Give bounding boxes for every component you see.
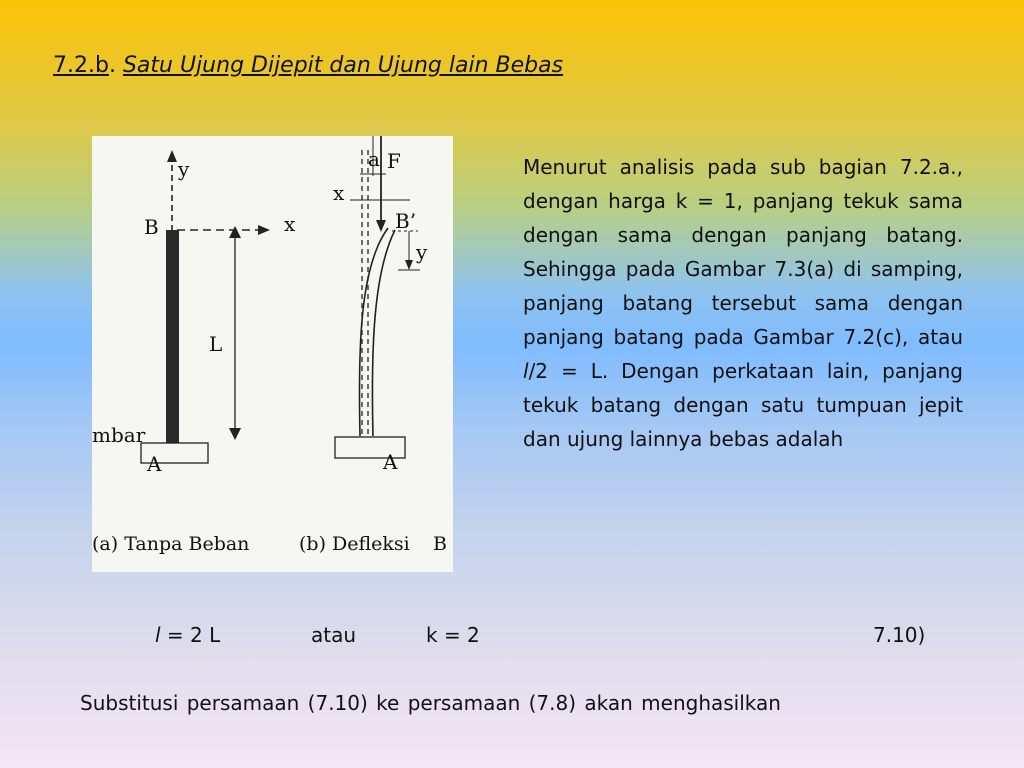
paragraph-part-2: /2 = L. Dengan perkataan lain, panjang tekuk batang dengan satu tumpuan jepit dan ujung lainnya bebas adalah bbox=[523, 359, 963, 451]
caption-corner-letter: B bbox=[433, 533, 447, 555]
support-a-label-right: A bbox=[383, 450, 398, 474]
deflected-curve-right bbox=[372, 230, 395, 436]
support-a-label-left: A bbox=[147, 452, 162, 476]
section-title-text: Satu Ujung Dijepit dan Ujung lain Bebas bbox=[122, 53, 564, 78]
explanation-paragraph bbox=[523, 150, 963, 456]
x-axis-arrow bbox=[258, 225, 270, 235]
point-b-prime-label: B’ bbox=[395, 209, 417, 233]
length-label: L bbox=[209, 332, 223, 356]
length-arrow-top bbox=[229, 226, 241, 238]
equation-l bbox=[155, 621, 220, 649]
equation-k: k = 2 bbox=[426, 623, 480, 647]
equation-l-rest: = 2 L bbox=[160, 623, 221, 647]
substitution-sentence: Substitusi persamaan (7.10) ke persamaan (7.8) akan menghasilkan bbox=[80, 691, 781, 715]
y-dimension-arrow bbox=[405, 260, 413, 270]
force-arrow bbox=[376, 220, 386, 232]
deflected-column-drawing bbox=[299, 136, 447, 555]
force-label: F bbox=[387, 149, 401, 173]
length-arrow-bottom bbox=[229, 428, 241, 440]
title-separator: . bbox=[108, 53, 123, 78]
slide-title bbox=[53, 51, 563, 81]
equation-variable-l: l bbox=[155, 623, 161, 647]
column-bar bbox=[166, 230, 179, 443]
caption-unloaded: (a) Tanpa Beban bbox=[92, 533, 250, 555]
column-deflection-figure bbox=[92, 136, 453, 572]
paragraph-part-1: Menurut analisis pada sub bagian 7.2.a., dengan harga k = 1, panjang tekuk sama dengan sama dengan panjang batang. Sehingga pada Gambar 7.3(a) di samping, panjang batang tersebut sama dengan panjang batang pada Gambar 7.2(c), atau bbox=[523, 155, 963, 349]
unloaded-column-drawing bbox=[92, 150, 296, 555]
section-number: 7.2.b bbox=[53, 53, 109, 78]
equation-or: atau bbox=[311, 623, 357, 647]
caption-deflected: (b) Defleksi bbox=[299, 533, 410, 555]
x-dimension-label: x bbox=[333, 181, 345, 205]
x-axis-label: x bbox=[284, 212, 296, 236]
y-dimension-label: y bbox=[416, 240, 428, 264]
cropped-word: mbar bbox=[92, 423, 146, 447]
point-b-label: B bbox=[144, 215, 159, 239]
y-axis-label: y bbox=[178, 157, 190, 181]
equation-number: 7.10) bbox=[873, 623, 926, 647]
paragraph-variable-l: l bbox=[523, 359, 529, 383]
figure-drawing bbox=[92, 136, 453, 572]
a-dimension-label: a bbox=[368, 147, 380, 171]
y-axis-arrow bbox=[167, 150, 177, 162]
